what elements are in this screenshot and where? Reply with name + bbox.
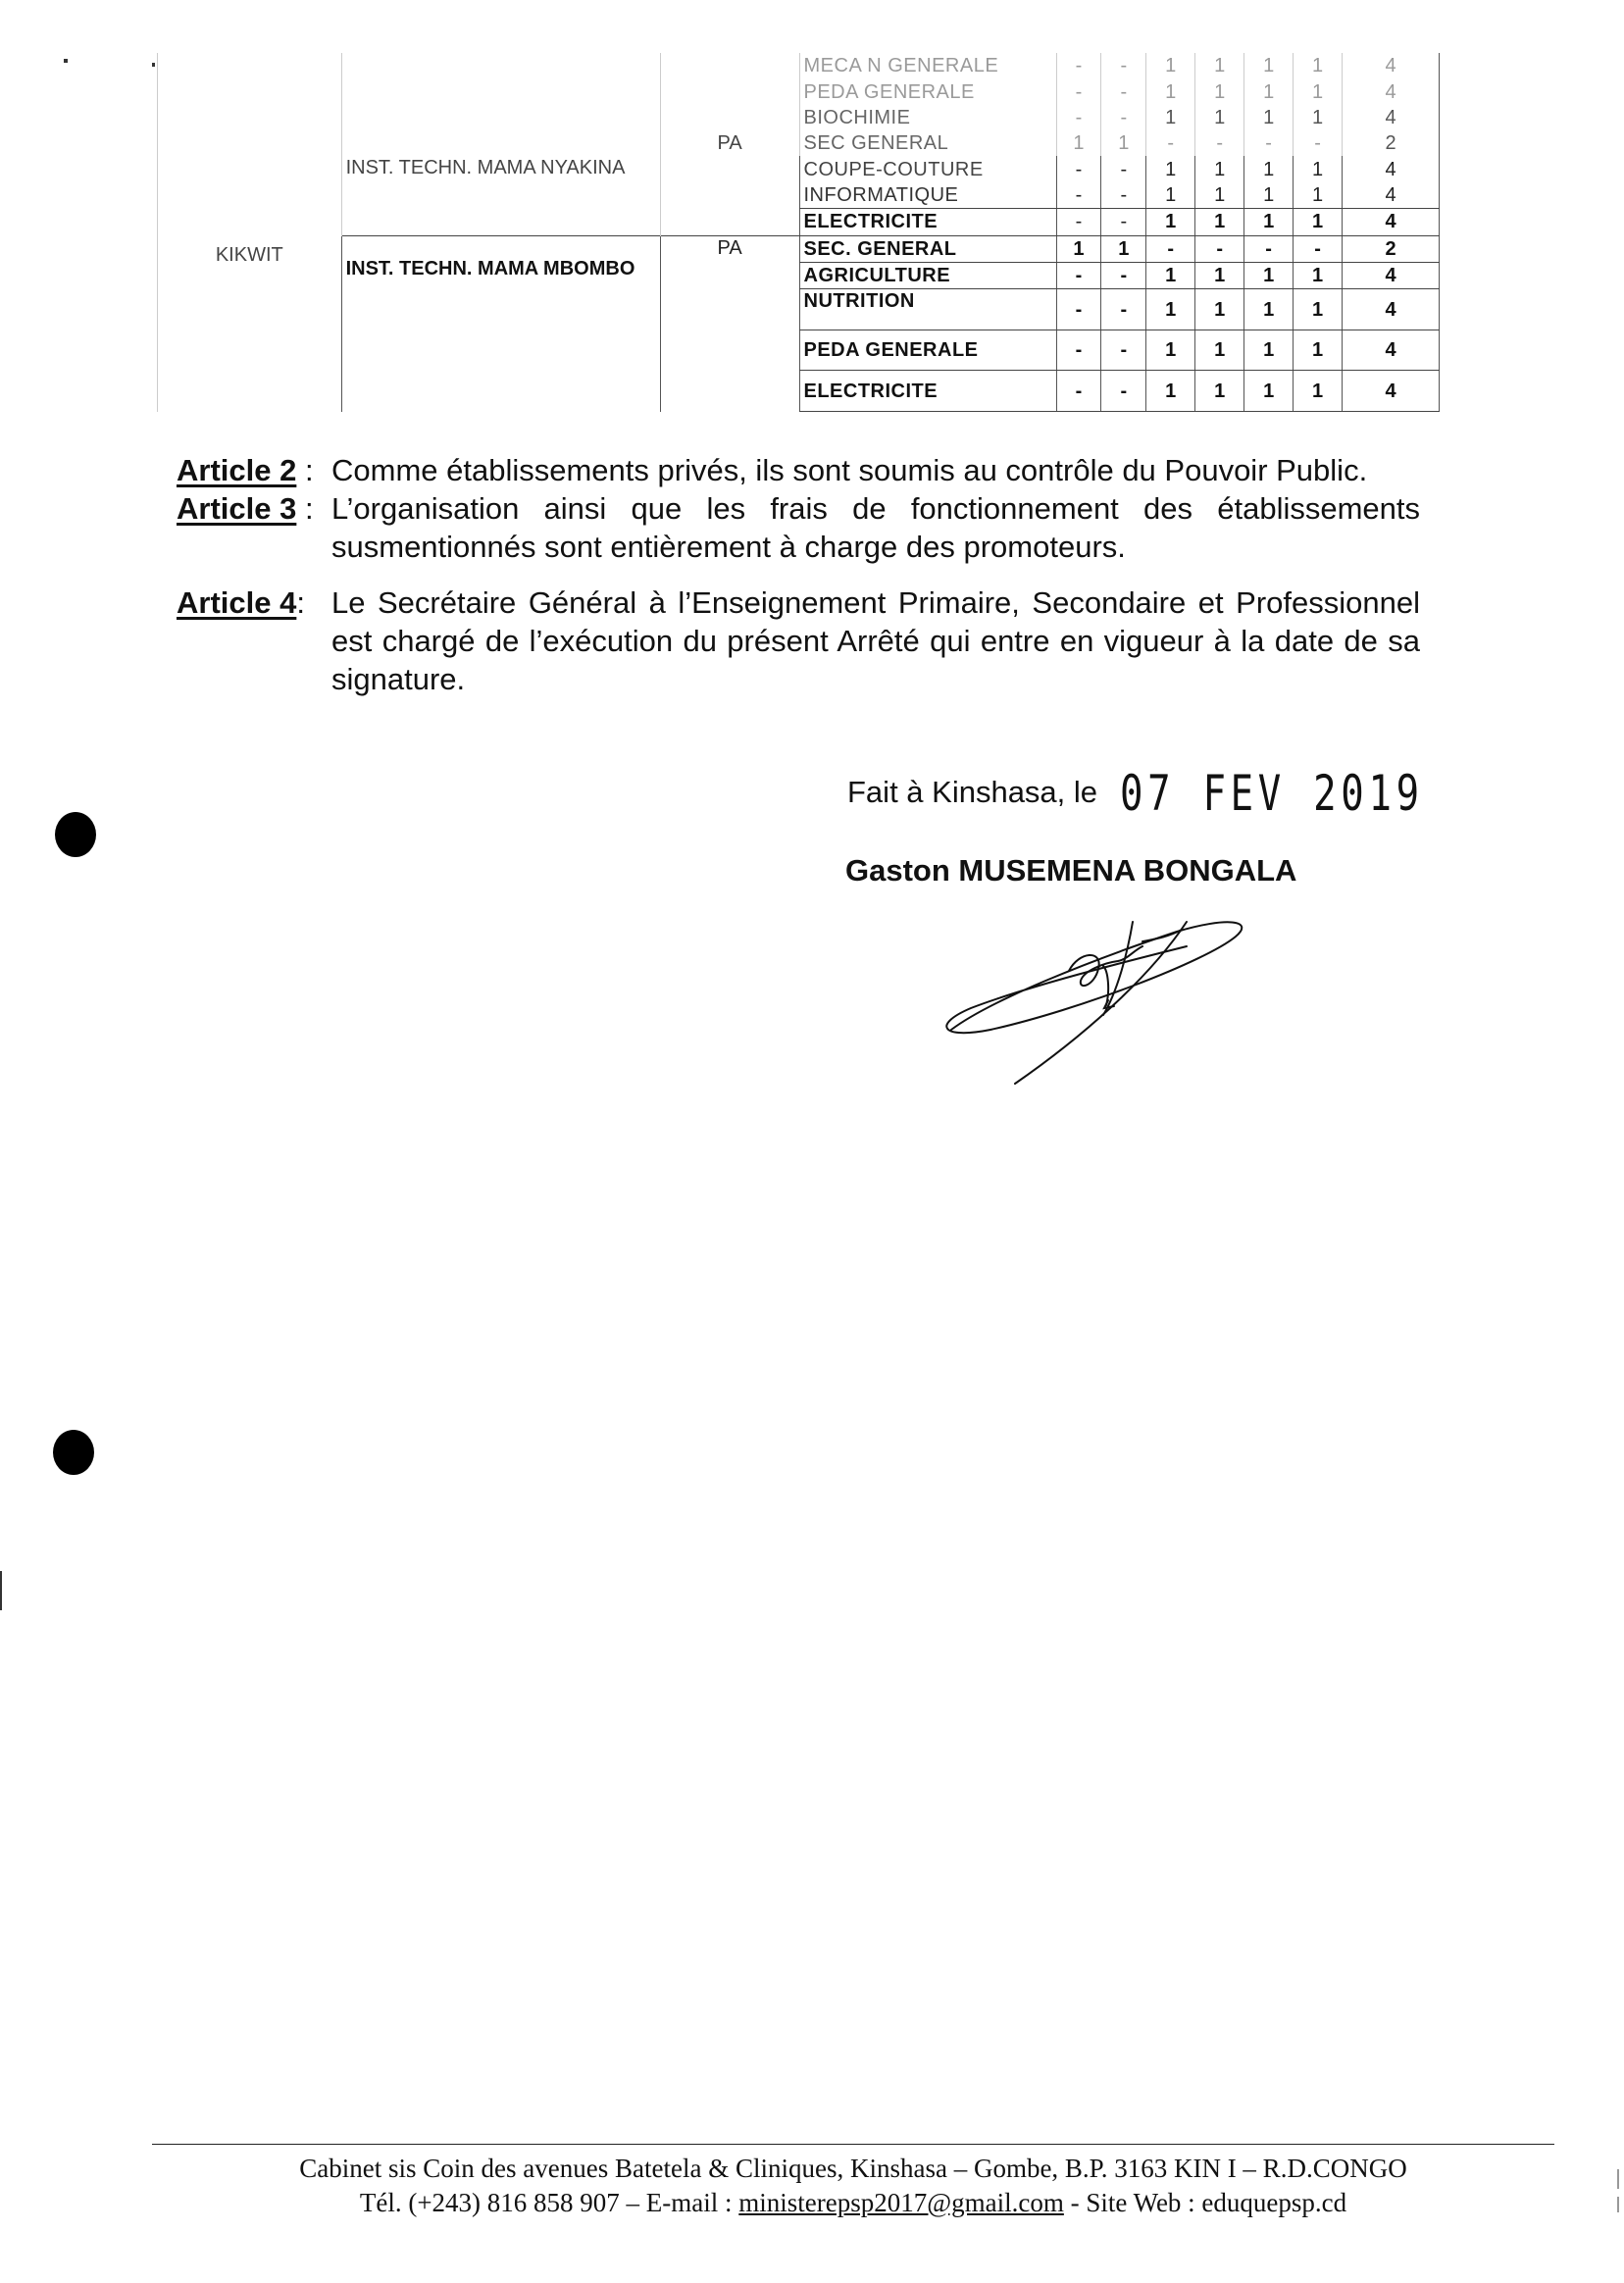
value-cell: 1 (1195, 182, 1244, 209)
city-cell: KIKWIT (158, 53, 342, 412)
value-cell: 1 (1244, 262, 1294, 288)
value-cell: - (1056, 156, 1101, 181)
value-cell: - (1056, 262, 1101, 288)
option-cell: NUTRITION (799, 289, 1056, 330)
total-cell: 4 (1343, 156, 1440, 181)
option-cell: AGRICULTURE (799, 262, 1056, 288)
value-cell: 1 (1146, 289, 1195, 330)
value-cell: - (1195, 235, 1244, 262)
value-cell: - (1101, 330, 1146, 371)
value-cell: 1 (1244, 209, 1294, 235)
value-cell: 1 (1195, 209, 1244, 235)
value-cell: - (1056, 78, 1101, 104)
value-cell: - (1101, 156, 1146, 181)
value-cell: 1 (1146, 330, 1195, 371)
value-cell: 1 (1056, 235, 1101, 262)
total-cell: 2 (1343, 235, 1440, 262)
article-text: Le Secrétaire Général à l’Enseignement Primaire, Secondaire et Professionnel est chargé de l’exécution du présent Arrêté qui entre en vigueur à la date de sa signature. (331, 585, 1420, 696)
value-cell: 1 (1244, 53, 1294, 78)
value-cell: 1 (1244, 156, 1294, 181)
article-text: Comme établissements privés, ils sont soumis au contrôle du Pouvoir Public. (331, 453, 1368, 487)
value-cell: - (1294, 235, 1343, 262)
value-cell: - (1101, 182, 1146, 209)
value-cell: - (1056, 330, 1101, 371)
total-cell: 4 (1343, 105, 1440, 130)
value-cell: 1 (1294, 53, 1343, 78)
option-cell: COUPE-COUTURE (799, 156, 1056, 181)
value-cell: 1 (1244, 182, 1294, 209)
value-cell: - (1101, 371, 1146, 412)
value-cell: 1 (1244, 105, 1294, 130)
option-cell: MECA N GENERALE (799, 53, 1056, 78)
value-cell: 1 (1195, 156, 1244, 181)
value-cell: 1 (1195, 53, 1244, 78)
option-cell: PEDA GENERALE (799, 78, 1056, 104)
value-cell: 1 (1294, 262, 1343, 288)
school-name-cell: INST. TECHN. MAMA MBOMBO (341, 235, 660, 411)
value-cell: - (1056, 53, 1101, 78)
value-cell: 1 (1146, 209, 1195, 235)
total-cell: 4 (1343, 78, 1440, 104)
footer-divider (152, 2144, 1554, 2145)
footer-email-link[interactable]: ministerepsp2017@gmail.com (738, 2188, 1064, 2217)
value-cell: 1 (1244, 289, 1294, 330)
option-cell: BIOCHIMIE (799, 105, 1056, 130)
value-cell: 1 (1294, 105, 1343, 130)
value-cell: 1 (1146, 262, 1195, 288)
value-cell: 1 (1056, 130, 1101, 156)
value-cell: - (1056, 289, 1101, 330)
value-cell: - (1294, 130, 1343, 156)
value-cell: - (1056, 209, 1101, 235)
value-cell: - (1244, 130, 1294, 156)
value-cell: 1 (1195, 262, 1244, 288)
article-text: L’organisation ainsi que les frais de fonctionnement des établissements susmentionnés sont entièrement à charge des promoteurs. (331, 491, 1420, 564)
value-cell: 1 (1146, 105, 1195, 130)
value-cell: - (1146, 130, 1195, 156)
value-cell: 1 (1195, 371, 1244, 412)
value-cell: 1 (1294, 371, 1343, 412)
value-cell: 1 (1294, 78, 1343, 104)
value-cell: 1 (1195, 330, 1244, 371)
value-cell: 1 (1101, 130, 1146, 156)
value-cell: 1 (1294, 182, 1343, 209)
option-cell: ELECTRICITE (799, 209, 1056, 235)
value-cell: 1 (1294, 156, 1343, 181)
article-label: Article 3 : (177, 491, 314, 526)
option-cell: PEDA GENERALE (799, 330, 1056, 371)
total-cell: 4 (1343, 209, 1440, 235)
footer-contact: Tél. (+243) 816 858 907 – E-mail : ministerepsp2017@gmail.com - Site Web : eduquepsp.cd (359, 2188, 1347, 2217)
total-cell: 4 (1343, 371, 1440, 412)
total-cell: 4 (1343, 289, 1440, 330)
value-cell: 1 (1195, 105, 1244, 130)
option-cell: SEC GENERAL (799, 130, 1056, 156)
option-cell: INFORMATIQUE (799, 182, 1056, 209)
total-cell: 4 (1343, 182, 1440, 209)
value-cell: - (1101, 53, 1146, 78)
value-cell: 1 (1294, 289, 1343, 330)
value-cell: 1 (1146, 53, 1195, 78)
value-cell: 1 (1195, 78, 1244, 104)
value-cell: 1 (1244, 78, 1294, 104)
option-cell: ELECTRICITE (799, 371, 1056, 412)
school-name-cell: INST. TECHN. MAMA NYAKINA (341, 53, 660, 235)
value-cell: 1 (1244, 330, 1294, 371)
value-cell: - (1101, 105, 1146, 130)
article-label: Article 4: (177, 585, 305, 620)
footer (152, 2152, 1554, 2220)
value-cell: - (1056, 182, 1101, 209)
total-cell: 4 (1343, 262, 1440, 288)
value-cell: - (1101, 209, 1146, 235)
value-cell: 1 (1146, 78, 1195, 104)
total-cell: 4 (1343, 330, 1440, 371)
option-cell: SEC. GENERAL (799, 235, 1056, 262)
total-cell: 4 (1343, 53, 1440, 78)
date-stamp: 07 FEV 2019 (1120, 765, 1424, 822)
value-cell: 1 (1294, 330, 1343, 371)
value-cell: - (1101, 262, 1146, 288)
value-cell: - (1195, 130, 1244, 156)
value-cell: - (1056, 371, 1101, 412)
value-cell: - (1056, 105, 1101, 130)
value-cell: - (1244, 235, 1294, 262)
value-cell: 1 (1294, 209, 1343, 235)
value-cell: 1 (1101, 235, 1146, 262)
regime-cell: PA (660, 235, 799, 411)
article-label: Article 2 : (177, 453, 314, 487)
signer-name: Gaston MUSEMENA BONGALA (845, 853, 1297, 888)
value-cell: 1 (1146, 371, 1195, 412)
value-cell: 1 (1195, 289, 1244, 330)
footer-address: Cabinet sis Coin des avenues Batetela & Cliniques, Kinshasa – Gombe, B.P. 3163 KIN I – R.D.CONGO (299, 2154, 1407, 2183)
value-cell: 1 (1244, 371, 1294, 412)
value-cell: 1 (1146, 182, 1195, 209)
value-cell: - (1101, 289, 1146, 330)
regime-cell: PA (660, 53, 799, 235)
value-cell: - (1101, 78, 1146, 104)
value-cell: - (1146, 235, 1195, 262)
value-cell: 1 (1146, 156, 1195, 181)
total-cell: 2 (1343, 130, 1440, 156)
place-line: Fait à Kinshasa, le (847, 775, 1098, 809)
